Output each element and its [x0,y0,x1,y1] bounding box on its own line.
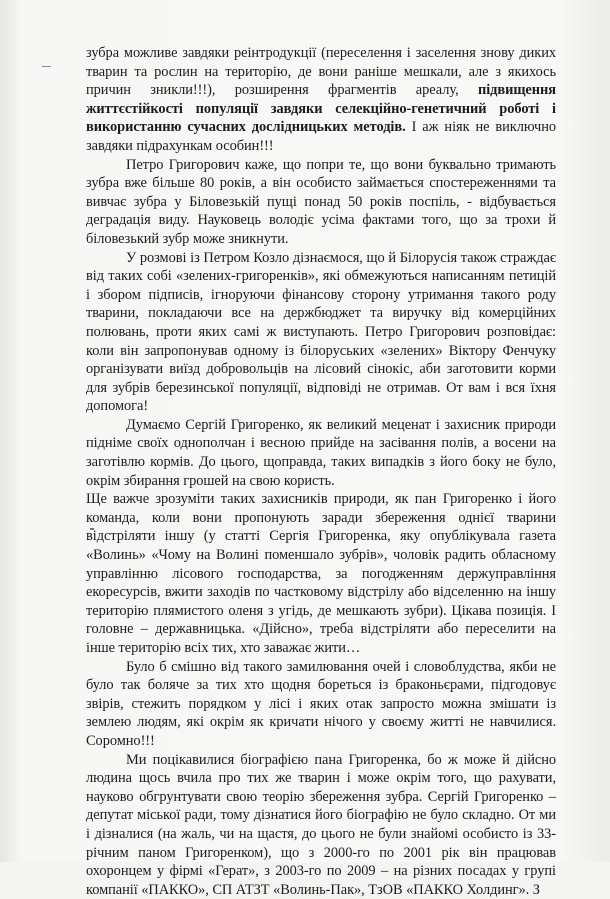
paragraph-5: Ще важче зрозуміти таких захисників природи, як пан Григоренко і його команда, коли вони пропонують заради збереження однієї тварини відстріляти іншу (у статті Сергія Григоренка, яку опублікувала газета «Волинь» «Чому на Волині поменшало зубрів», чоловік радить обласному управлінню лісового господарства, за погодженням держуправління екоресурсів, вжити заходів по частковому відстрілу або відселенню на іншу територію плямистого оленя з угідь, де мешкають зубри). Цікава позиція. І головне – державницька. «Дійсно», треба відстріляти або переселити на інше територію всіх тих, хто заважає жити… [86,491,556,656]
paragraph-1-bold: підвищення життєстійкості популяції завдяки селекційно-генетичний роботі і використанню сучасних дослідницьких методів. [86,82,556,136]
paragraph-3: У розмові із Петром Козло дізнаємося, що й Білорусія також страждає від таких собі «зелених-григоренків», які обмежуються написанням петицій і збором підписів, ігноруючи фінансову сторону утримання такого роду тварини, покладаючи все на держбюджет та виручку від комерційних полювань, проти яких самі ж виступають. Петро Григорович розповідає: коли він запропонував одному із білоруських «зелених» Віктору Фенчуку організувати виїзд добровольців на лісовий сінокіс, аби заготовити корми для зубрів березинської популяції, відповіді не отримав. От вам і вся їхня допомога! [86,249,556,415]
margin-mark [42,66,51,67]
paragraph-6: Було б смішно від такого замилювання очей і словоблудства, якби не було так боляче за тих хто щодня бореться із браконьєрами, підгодовує звірів, стежить порядком у лісі і яких отак запросто можна змішати із землею людям, які окрім як кричати нічого у своєму житті не навчилися. Соромно!!! [86,658,556,749]
paragraph-1 [86,44,556,156]
paragraph-7: Ми поцікавилися біографією пана Григоренка, бо ж може й дійсно людина щось вчила про тих же тварин і може окрім того, що рахувати, науково обгрунтувати свою теорію збереження зубра. Сергій Григоренко – депутат міської ради, тому дізнатися його біографію не було складно. От ми і дізналися (на жаль, чи на щастя, до цього не були знайомі особисто із 33-річним паном Григоренком), що з 2000-го по 2001 рік він працював охоронцем у фірмі «Герат», з 2003-го по 2009 – на різних посадах у групі компанії «ПАККО», СП АТЗТ «Волинь-Пак», ТзОВ «ПАККО Холдинг». З [86,751,556,898]
paragraph-1-text: зубра можливе завдяки реінтродукції (переселення і заселення знову диких тварин та рослин на територію, де вони раніше мешкали, але з якихось причин зникли!!!), розширення фрагментів ареалу, [86,45,556,99]
article-body [86,44,556,899]
paragraph-1-tail: І аж ніяк не виключно завдяки підрахункам особин!!! [86,119,556,154]
paragraph-4: Думаємо Сергій Григоренко, як великий меценат і захисник природи підніме своїх однополчан і весною прийде на засівання полів, а восени на заготівлю кормів. До цього, щоправда, таких випадків з його боку не було, окрім збирання грошей на свою користь. [86,416,556,489]
paragraph-2: Петро Григорович каже, що попри те, що вони буквально тримають зубра вже більше 80 років, а він особисто займається спостереженнями та вивчає зубра у Біловезькій пущі понад 50 років поспіль, - відбувається деградація виду. Науковець володіє усіма фактами того, що за трохи й біловезький зубр може зникнути. [86,156,556,247]
